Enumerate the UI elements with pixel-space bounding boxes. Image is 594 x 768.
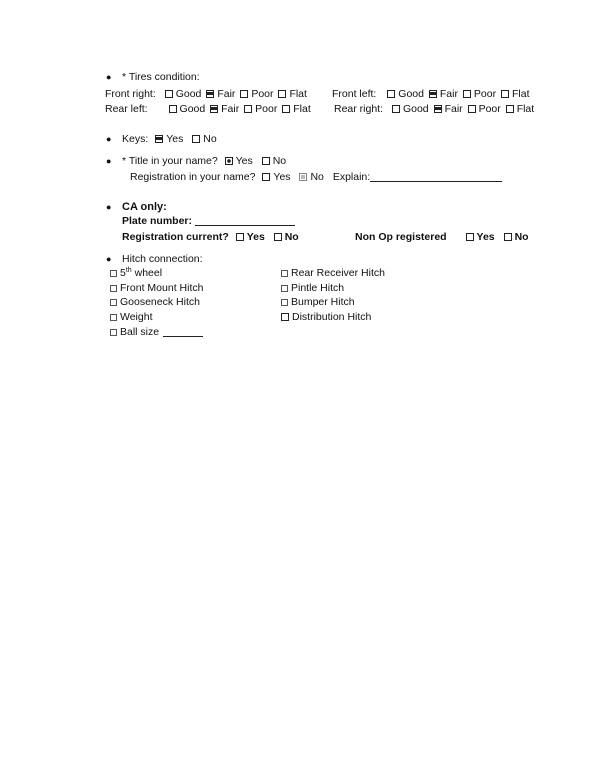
rear-left-poor[interactable]: Poor [244, 103, 277, 116]
checkbox-checked-icon [225, 157, 233, 165]
explain-label: Explain: [332, 171, 371, 183]
rear-left-good[interactable]: Good [169, 103, 206, 116]
nonop-row [355, 231, 531, 244]
checkbox-icon [281, 299, 288, 306]
checkbox-icon [501, 90, 509, 98]
checkbox-icon [281, 313, 289, 321]
reg-current-no[interactable]: No [274, 231, 299, 244]
bullet-title: ● [106, 156, 112, 166]
rear-right-poor[interactable]: Poor [468, 103, 501, 116]
rear-right-fair[interactable]: Fair [434, 103, 463, 116]
rear-left-label: Rear left: [105, 103, 148, 115]
front-right-poor[interactable]: Poor [240, 88, 273, 101]
nonop-label: Non Op registered [355, 231, 447, 243]
checkbox-checked-icon [210, 105, 218, 113]
checkbox-icon [240, 90, 248, 98]
title-label: * Title in your name? [122, 155, 218, 167]
checkbox-icon [466, 233, 474, 241]
nonop-no[interactable]: No [504, 231, 529, 244]
hitch-pintle[interactable]: Pintle Hitch [281, 282, 344, 295]
title-yes[interactable]: Yes [225, 155, 253, 168]
checkbox-checked-icon [434, 105, 442, 113]
plate-label: Plate number: [122, 215, 193, 227]
checkbox-icon [262, 157, 270, 165]
checkbox-icon [281, 270, 288, 277]
rear-left-row [105, 103, 313, 116]
hitch-distribution[interactable]: Distribution Hitch [281, 311, 371, 324]
hitch-bumper[interactable]: Bumper Hitch [281, 296, 355, 309]
front-left-row [332, 88, 532, 101]
bullet-keys: ● [106, 134, 112, 144]
hitch-weight[interactable]: Weight [110, 311, 153, 324]
rear-right-good[interactable]: Good [392, 103, 429, 116]
title-row [122, 155, 288, 168]
checkbox-icon [244, 105, 252, 113]
checkbox-icon [110, 329, 117, 336]
checkbox-icon [468, 105, 476, 113]
hitch-ball-size[interactable]: Ball size [110, 326, 203, 339]
rear-right-row [334, 103, 536, 116]
registration-yes[interactable]: Yes [262, 171, 290, 184]
rear-right-label: Rear right: [334, 103, 384, 115]
keys-label: Keys: [122, 133, 149, 145]
checkbox-icon [262, 173, 270, 181]
keys-yes[interactable]: Yes [155, 133, 183, 146]
checkbox-icon [236, 233, 244, 241]
checkbox-checked-icon [429, 90, 437, 98]
checkbox-icon [192, 135, 200, 143]
checkbox-icon [110, 285, 117, 292]
checkbox-icon [169, 105, 177, 113]
reg-current-label: Registration current? [122, 231, 229, 243]
rear-left-flat[interactable]: Flat [282, 103, 311, 116]
bullet-hitch: ● [106, 254, 112, 264]
checkbox-icon [282, 105, 290, 113]
bullet-ca: ● [106, 202, 112, 212]
keys-no[interactable]: No [192, 133, 216, 146]
plate-number-field[interactable] [195, 215, 295, 226]
hitch-rear-receiver[interactable]: Rear Receiver Hitch [281, 267, 385, 280]
reg-current-row [122, 231, 301, 244]
rear-right-flat[interactable]: Flat [506, 103, 535, 116]
bullet-tires: ● [106, 72, 112, 82]
tires-heading: * Tires condition: [122, 71, 200, 83]
hitch-fifth-wheel[interactable]: 5th wheel [110, 267, 162, 280]
checkbox-icon [506, 105, 514, 113]
checkbox-icon [274, 233, 282, 241]
front-right-label: Front right: [105, 88, 156, 100]
front-left-fair[interactable]: Fair [429, 88, 458, 101]
hitch-gooseneck[interactable]: Gooseneck Hitch [110, 296, 200, 309]
checkbox-icon [281, 285, 288, 292]
checkbox-checked-icon [155, 135, 163, 143]
checkbox-icon [110, 314, 117, 321]
checkbox-icon [463, 90, 471, 98]
plate-row [122, 215, 295, 228]
front-left-flat[interactable]: Flat [501, 88, 530, 101]
checkbox-icon [392, 105, 400, 113]
title-no[interactable]: No [262, 155, 286, 168]
reg-current-yes[interactable]: Yes [236, 231, 265, 244]
checkbox-icon [504, 233, 512, 241]
rear-left-fair[interactable]: Fair [210, 103, 239, 116]
front-left-label: Front left: [332, 88, 377, 100]
checkbox-icon [110, 299, 117, 306]
checkbox-icon [110, 270, 117, 277]
nonop-yes[interactable]: Yes [466, 231, 495, 244]
ca-heading: CA only: [122, 201, 167, 213]
front-left-good[interactable]: Good [387, 88, 424, 101]
keys-row [122, 133, 219, 146]
checkbox-checked-icon [206, 90, 214, 98]
front-right-flat[interactable]: Flat [278, 88, 307, 101]
checkbox-icon [299, 173, 307, 181]
front-left-poor[interactable]: Poor [463, 88, 496, 101]
checkbox-icon [387, 90, 395, 98]
registration-label: Registration in your name? [130, 171, 256, 183]
registration-row [130, 171, 502, 184]
hitch-heading: Hitch connection: [122, 253, 203, 265]
checkbox-icon [165, 90, 173, 98]
hitch-front-mount[interactable]: Front Mount Hitch [110, 282, 203, 295]
front-right-row [105, 88, 309, 101]
checkbox-icon [278, 90, 286, 98]
registration-no[interactable]: No [299, 171, 323, 184]
ball-size-field[interactable] [163, 326, 203, 337]
front-right-good[interactable]: Good [165, 88, 202, 101]
front-right-fair[interactable]: Fair [206, 88, 235, 101]
explain-field[interactable] [370, 171, 502, 182]
